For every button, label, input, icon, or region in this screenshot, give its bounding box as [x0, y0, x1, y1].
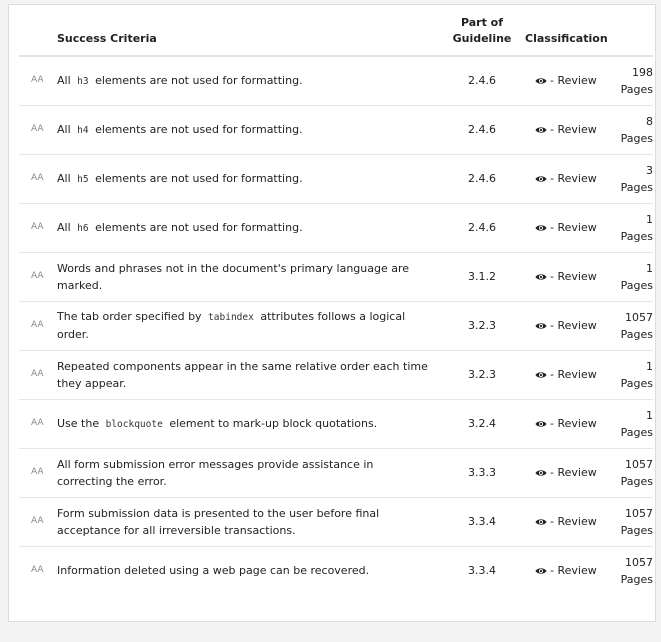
pages-count-cell[interactable]	[611, 497, 653, 546]
table-row	[19, 301, 653, 350]
criteria-cell	[53, 301, 443, 350]
pages-count-cell[interactable]	[611, 301, 653, 350]
eye-icon	[535, 563, 547, 571]
level-badge: AA	[19, 448, 53, 497]
pages-unit: Pages	[620, 131, 653, 145]
level-badge: AA	[19, 301, 53, 350]
criteria-text-post: elements are not used for formatting.	[95, 220, 303, 234]
criteria-text-pre: All	[57, 220, 71, 234]
pages-count: 8	[646, 114, 653, 128]
criteria-text-post: elements are not used for formatting.	[95, 171, 303, 185]
classification-cell[interactable]	[521, 448, 611, 497]
pages-count-cell[interactable]	[611, 154, 653, 203]
classification-label: - Review	[550, 74, 597, 88]
criteria-code: h4	[77, 124, 89, 136]
pages-count: 1057	[625, 310, 653, 324]
criteria-text-pre: Information deleted using a web page can be recovered.	[57, 564, 370, 578]
classification-cell[interactable]	[521, 350, 611, 399]
guideline-cell: 2.4.6	[443, 105, 521, 154]
pages-count: 1057	[625, 457, 653, 471]
level-badge: AA	[19, 154, 53, 203]
criteria-text-pre: Form submission data is presented to the user before final acceptance for all irreversible transactions.	[57, 506, 380, 537]
criteria-cell	[53, 546, 443, 595]
pages-count: 1057	[625, 555, 653, 569]
classification-cell[interactable]	[521, 105, 611, 154]
table-row	[19, 399, 653, 448]
eye-icon	[535, 367, 547, 375]
criteria-text-pre: All	[57, 73, 71, 87]
guideline-cell: 3.3.3	[443, 448, 521, 497]
criteria-text-pre: All	[57, 122, 71, 136]
level-header	[19, 15, 53, 56]
classification-cell[interactable]	[521, 252, 611, 301]
criteria-cell	[53, 154, 443, 203]
results-panel	[8, 4, 656, 622]
classification-label: - Review	[550, 417, 597, 430]
pages-count-cell[interactable]	[611, 546, 653, 595]
table-row	[19, 497, 653, 546]
criteria-cell	[53, 56, 443, 105]
criteria-code: h5	[77, 173, 89, 185]
criteria-cell	[53, 105, 443, 154]
guideline-cell: 3.2.3	[443, 350, 521, 399]
classification-label: - Review	[550, 221, 597, 234]
table-row	[19, 350, 653, 399]
pages-count-cell[interactable]	[611, 350, 653, 399]
criteria-text-post: attributes follows a logical order.	[57, 310, 406, 341]
table-row	[19, 448, 653, 497]
criteria-cell	[53, 350, 443, 399]
guideline-cell: 3.2.3	[443, 301, 521, 350]
guideline-header[interactable]	[443, 15, 521, 56]
classification-cell[interactable]	[521, 399, 611, 448]
pages-count: 1	[646, 408, 653, 422]
level-badge: AA	[19, 252, 53, 301]
pages-unit: Pages	[620, 180, 653, 194]
classification-label: - Review	[550, 466, 597, 479]
guideline-cell: 2.4.6	[443, 154, 521, 203]
guideline-cell: 2.4.6	[443, 203, 521, 252]
guideline-header-line2: Guideline	[452, 32, 512, 45]
criteria-code: h3	[77, 75, 89, 87]
criteria-text-pre: Words and phrases not in the document's primary language are marked.	[57, 261, 410, 292]
pages-count-cell[interactable]	[611, 203, 653, 252]
table-row	[19, 56, 653, 105]
pages-count: 3	[646, 163, 653, 177]
level-badge: AA	[19, 399, 53, 448]
pages-unit: Pages	[620, 523, 653, 537]
classification-cell[interactable]	[521, 56, 611, 105]
pages-count-cell[interactable]	[611, 252, 653, 301]
pages-count: 1057	[625, 506, 653, 520]
criteria-text-pre: Use the	[57, 416, 100, 430]
level-badge: AA	[19, 105, 53, 154]
count-header	[611, 15, 653, 56]
criteria-cell	[53, 203, 443, 252]
level-badge: AA	[19, 350, 53, 399]
classification-cell[interactable]	[521, 546, 611, 595]
criteria-code: blockquote	[105, 418, 163, 430]
pages-count-cell[interactable]	[611, 56, 653, 105]
classification-label: - Review	[550, 515, 597, 528]
table-row	[19, 252, 653, 301]
criteria-code: h6	[77, 222, 89, 234]
eye-icon	[535, 73, 547, 81]
criteria-cell	[53, 448, 443, 497]
table-row	[19, 154, 653, 203]
table-row	[19, 546, 653, 595]
eye-icon	[535, 122, 547, 130]
classification-label: - Review	[550, 270, 597, 283]
criteria-cell	[53, 497, 443, 546]
classification-label: - Review	[550, 564, 597, 578]
table-header-row	[19, 15, 653, 56]
eye-icon	[535, 465, 547, 473]
success-criteria-table	[19, 15, 653, 595]
pages-unit: Pages	[620, 278, 653, 292]
level-badge: AA	[19, 56, 53, 105]
pages-count: 1	[646, 261, 653, 275]
eye-icon	[535, 318, 547, 326]
eye-icon	[535, 416, 547, 424]
pages-unit: Pages	[620, 327, 653, 341]
pages-unit: Pages	[620, 229, 653, 243]
eye-icon	[535, 171, 547, 179]
pages-count: 1	[646, 359, 653, 373]
classification-cell[interactable]	[521, 154, 611, 203]
pages-count: 198	[632, 65, 653, 79]
criteria-text-pre: All	[57, 171, 71, 185]
pages-unit: Pages	[620, 572, 653, 586]
guideline-cell: 3.1.2	[443, 252, 521, 301]
classification-cell[interactable]	[521, 301, 611, 350]
classification-label: - Review	[550, 172, 597, 185]
classification-label: - Review	[550, 123, 597, 136]
criteria-cell	[53, 399, 443, 448]
criteria-code: tabindex	[208, 312, 254, 323]
eye-icon	[535, 220, 547, 228]
pages-count-cell[interactable]	[611, 399, 653, 448]
classification-label: - Review	[550, 368, 597, 381]
table-row	[19, 105, 653, 154]
pages-unit: Pages	[620, 82, 653, 96]
pages-count: 1	[646, 212, 653, 226]
guideline-cell: 3.3.4	[443, 497, 521, 546]
criteria-header[interactable]: Success Criteria	[53, 15, 443, 56]
criteria-text-post: elements are not used for formatting.	[95, 122, 303, 136]
classification-cell[interactable]	[521, 497, 611, 546]
level-badge: AA	[19, 203, 53, 252]
guideline-cell: 3.3.4	[468, 564, 496, 578]
pages-unit: Pages	[620, 474, 653, 488]
table-row	[19, 203, 653, 252]
criteria-text-pre: The tab order specified by	[57, 310, 202, 323]
pages-count-cell[interactable]	[611, 448, 653, 497]
classification-header[interactable]: Classification	[521, 15, 611, 56]
guideline-cell: 3.2.4	[443, 399, 521, 448]
classification-cell[interactable]	[521, 203, 611, 252]
criteria-text-post: element to mark-up block quotations.	[169, 416, 378, 430]
classification-label: - Review	[550, 319, 597, 332]
criteria-text-pre: All form submission error messages provide assistance in correcting the error.	[57, 457, 374, 488]
pages-unit: Pages	[620, 376, 653, 390]
guideline-cell: 2.4.6	[443, 56, 521, 105]
pages-unit: Pages	[620, 425, 653, 439]
level-badge: AA	[19, 497, 53, 546]
criteria-text-post: elements are not used for formatting.	[95, 73, 303, 87]
eye-icon	[535, 514, 547, 522]
guideline-header-line1: Part of	[460, 16, 504, 29]
pages-count-cell[interactable]	[611, 105, 653, 154]
criteria-text-pre: Repeated components appear in the same relative order each time they appear.	[57, 359, 428, 390]
criteria-cell	[53, 252, 443, 301]
level-badge: AA	[31, 565, 44, 576]
eye-icon	[535, 269, 547, 277]
